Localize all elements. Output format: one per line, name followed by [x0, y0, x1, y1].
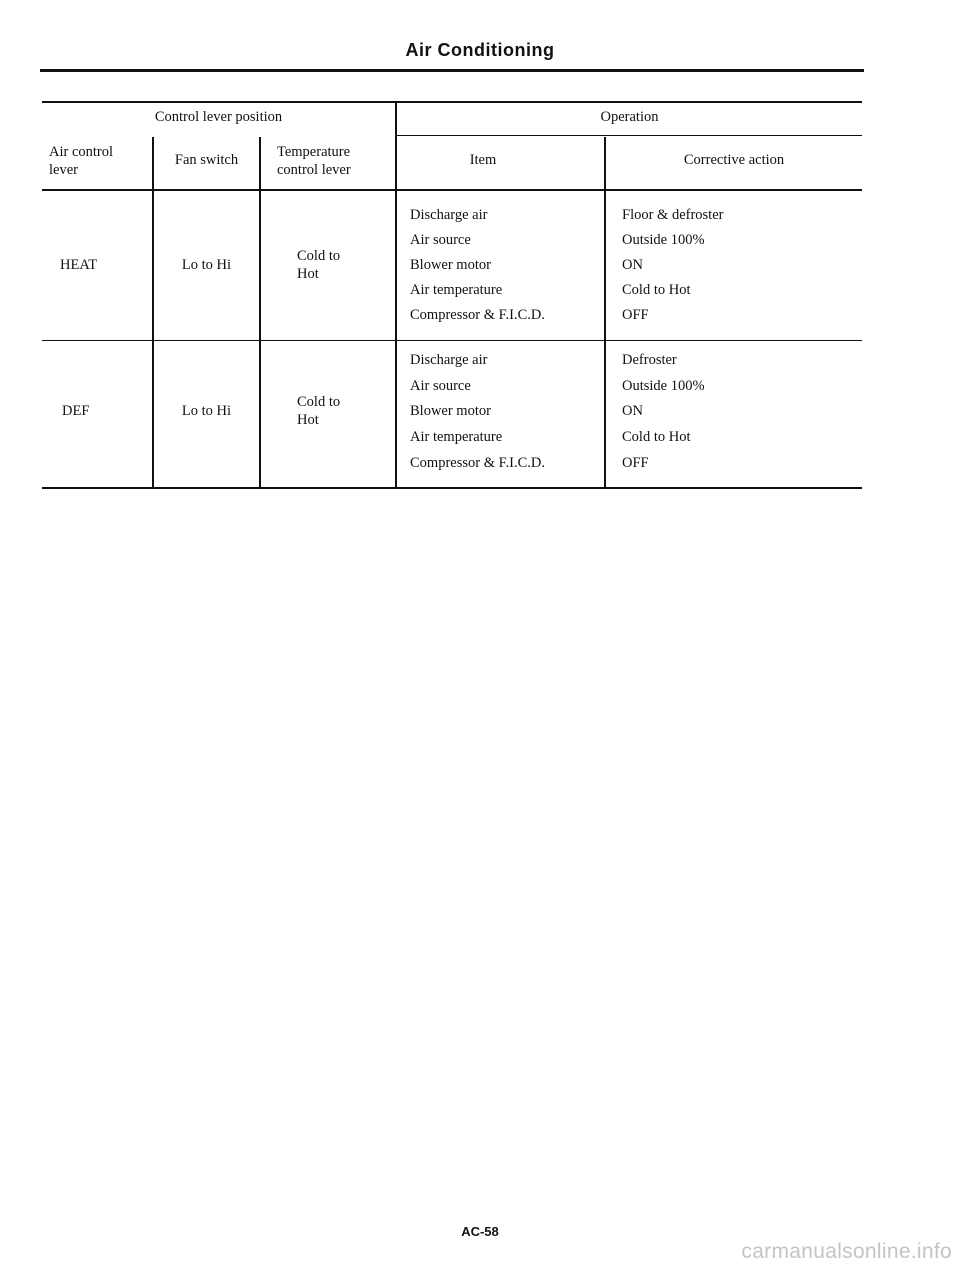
item-header: Item [469, 152, 497, 168]
column-divider [604, 137, 606, 488]
fan-switch-header: Fan switch [174, 152, 239, 168]
item-cell: Air source [410, 232, 471, 248]
page-number: AC-58 [461, 1224, 499, 1239]
column-divider [259, 137, 261, 488]
corrective-action-cell: ON [622, 257, 643, 273]
corrective-action-cell: Outside 100% [622, 232, 705, 248]
corrective-action-cell: Defroster [622, 352, 677, 368]
corrective-action-cell: OFF [622, 455, 649, 471]
watermark: carmanualsonline.info [741, 1240, 952, 1263]
corrective-action-cell: Outside 100% [622, 378, 705, 394]
item-cell: Blower motor [410, 257, 491, 273]
air-control-cell: HEAT [60, 257, 98, 273]
corrective-action-cell: Cold to Hot [622, 429, 691, 445]
operation-header: Operation [600, 109, 659, 125]
table-bottom-rule [42, 487, 862, 489]
page-title: Air Conditioning [405, 40, 555, 60]
corrective-action-cell: Cold to Hot [622, 282, 691, 298]
air-control-cell: DEF [62, 403, 90, 419]
title-rule [40, 69, 864, 72]
item-cell: Air temperature [410, 282, 503, 298]
header-bottom-rule [42, 189, 862, 191]
corrective-action-cell: OFF [622, 307, 649, 323]
item-cell: Compressor & F.I.C.D. [410, 455, 545, 471]
fan-switch-cell: Lo to Hi [181, 403, 232, 419]
corrective-action-header: Corrective action [683, 152, 785, 168]
item-cell: Discharge air [410, 207, 488, 223]
air-control-lever-header: Air control lever [49, 144, 114, 178]
row-divider-rule [42, 340, 862, 341]
item-cell: Compressor & F.I.C.D. [410, 307, 545, 323]
temperature-cell: Cold to Hot [297, 248, 341, 282]
item-cell: Discharge air [410, 352, 488, 368]
control-lever-position-header: Control lever position [154, 109, 283, 125]
operation-subheader-rule [397, 135, 862, 136]
item-cell: Air temperature [410, 429, 503, 445]
temperature-cell: Cold to Hot [297, 394, 341, 428]
fan-switch-cell: Lo to Hi [181, 257, 232, 273]
corrective-action-cell: Floor & defroster [622, 207, 724, 223]
temperature-control-lever-header: Temperature control lever [277, 144, 351, 178]
corrective-action-cell: ON [622, 403, 643, 419]
column-divider [152, 137, 154, 488]
table-top-rule [42, 101, 862, 103]
item-cell: Air source [410, 378, 471, 394]
item-cell: Blower motor [410, 403, 491, 419]
